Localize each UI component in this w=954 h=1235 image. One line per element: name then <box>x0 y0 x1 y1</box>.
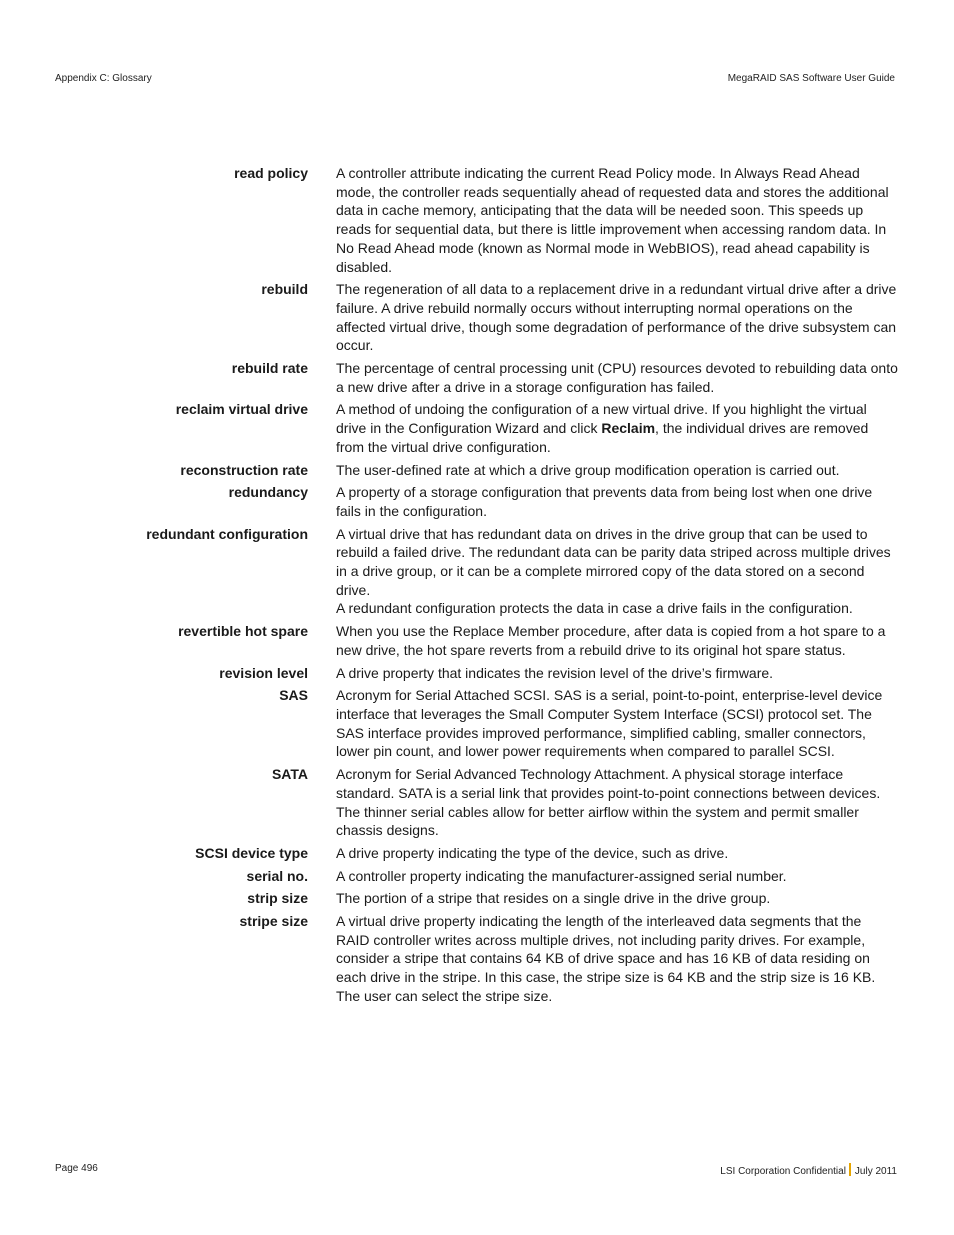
reclaim-command-label: Reclaim <box>601 420 656 437</box>
glossary-term: redundancy <box>228 484 308 501</box>
glossary-entry-strip-size <box>0 889 954 908</box>
glossary-term: reclaim virtual drive <box>175 401 308 418</box>
glossary-term: stripe size <box>239 913 308 930</box>
page-number: Page 496 <box>55 1163 98 1174</box>
glossary-entry-scsi-device-type <box>0 844 954 863</box>
footer-separator <box>849 1163 851 1176</box>
glossary-entry-sata <box>0 765 954 840</box>
glossary-entry-serial-no <box>0 867 954 886</box>
glossary-term: reconstruction rate <box>180 461 308 478</box>
footer-info <box>720 1163 897 1178</box>
glossary-definition: Acronym for Serial Advanced Technology Attachment. A physical storage interface standard. SATA is a serial link that provides point-to-point connections between devices. The thinner serial cables allow for better airflow within the system and permit smaller chassis designs. <box>336 766 881 839</box>
glossary-definition: A drive property indicating the type of the device, such as drive. <box>336 844 729 861</box>
glossary-term: rebuild <box>261 281 308 298</box>
publication-date: July 2011 <box>854 1166 897 1177</box>
glossary-entry-rebuild <box>0 280 954 355</box>
glossary-definition: The user-defined rate at which a drive group modification operation is carried out. <box>336 461 840 478</box>
glossary-term: SCSI device type <box>195 844 308 861</box>
glossary-definition: The percentage of central processing unit (CPU) resources devoted to rebuilding data onto a new drive after a drive in a storage configuration has failed. <box>336 360 898 395</box>
glossary-entry-rebuild-rate <box>0 359 954 396</box>
glossary-entry-redundant-configuration <box>0 525 954 619</box>
glossary-entry-redundancy <box>0 483 954 520</box>
glossary-entry-reclaim-virtual-drive <box>0 400 954 456</box>
glossary-entry-stripe-size <box>0 912 954 1006</box>
glossary-entry-reconstruction-rate <box>0 461 954 480</box>
company-confidential-label: LSI Corporation Confidential <box>720 1166 846 1177</box>
definition-paragraph: A virtual drive that has redundant data on drives in the drive group that can be used to rebuild a failed drive. The redundant data can be parity data striped across multiple drives in a drive group, or it can be a complete mirrored copy of the data stored on a second drive. <box>336 525 891 598</box>
glossary-definition: A drive property that indicates the revision level of the drive’s firmware. <box>336 664 774 681</box>
glossary-term: strip size <box>247 890 308 907</box>
definition-text: A method of undoing the configuration of a new virtual drive. If you highlight the virtual drive in the Configuration Wizard and click <box>336 401 867 437</box>
glossary-definition <box>336 400 898 456</box>
glossary-definition: A virtual drive property indicating the length of the interleaved data segments that the RAID controller writes across multiple drives, not including parity drives. For example, consider a stripe that contains 64 KB of drive space and has 16 KB of data residing on each drive in the stripe. In this case, the stripe size is 64 KB and the strip size is 16 KB. The user can select the stripe size. <box>336 913 876 1004</box>
glossary-term: redundant configuration <box>146 525 308 542</box>
glossary-term: serial no. <box>246 867 308 884</box>
glossary-definition: A controller attribute indicating the current Read Policy mode. In Always Read Ahead mode, the controller reads sequentially ahead of requested data and stores the additional data in cache memory, anticipating that the data will be needed soon. This speeds up reads for sequential data, but there is little improvement when accessing random data. In No Read Ahead mode (known as Normal mode in WebBIOS), read ahead capability is disabled. <box>336 165 889 275</box>
glossary-definition <box>336 525 898 619</box>
glossary-definition: Acronym for Serial Attached SCSI. SAS is a serial, point-to-point, enterprise-level device interface that leverages the Small Computer System Interface (SCSI) protocol set. The SAS interface provides improved performance, simplified cabling, smaller connectors, lower pin count, and lower power requirements when compared to parallel SCSI. <box>336 687 883 760</box>
glossary-term: revision level <box>219 664 308 681</box>
glossary-definition: The regeneration of all data to a replacement drive in a redundant virtual drive after a drive failure. A drive rebuild normally occurs without interrupting normal operations on the affected virtual drive, though some degradation of performance of the drive subsystem can occur. <box>336 281 897 354</box>
glossary-term: revertible hot spare <box>178 623 308 640</box>
glossary-entry-revertible-hot-spare <box>0 622 954 659</box>
glossary-term: SATA <box>271 766 308 783</box>
header-document-title: MegaRAID SAS Software User Guide <box>727 73 895 84</box>
definition-text: , the individual drives are removed from the virtual drive configuration. <box>336 420 869 455</box>
glossary-term: read policy <box>234 165 308 181</box>
glossary-definition: The portion of a stripe that resides on a single drive in the drive group. <box>336 890 771 907</box>
definition-paragraph: A redundant configuration protects the data in case a drive fails in the configuration. <box>336 600 853 617</box>
glossary-definition: A controller property indicating the manufacturer-assigned serial number. <box>336 867 787 884</box>
glossary-entry-sas <box>0 686 954 761</box>
glossary-term: SAS <box>279 687 308 704</box>
glossary-term: rebuild rate <box>231 360 308 377</box>
glossary-entry-read-policy <box>0 164 954 276</box>
glossary-entry-revision-level <box>0 664 954 683</box>
glossary-list <box>0 164 954 1010</box>
glossary-definition: When you use the Replace Member procedure, after data is copied from a hot spare to a new drive, the hot spare reverts from a rebuild drive to its original hot spare status. <box>336 623 886 658</box>
glossary-definition: A property of a storage configuration that prevents data from being lost when one drive fails in the configuration. <box>336 484 873 519</box>
header-section-title: Appendix C: Glossary <box>55 73 152 84</box>
